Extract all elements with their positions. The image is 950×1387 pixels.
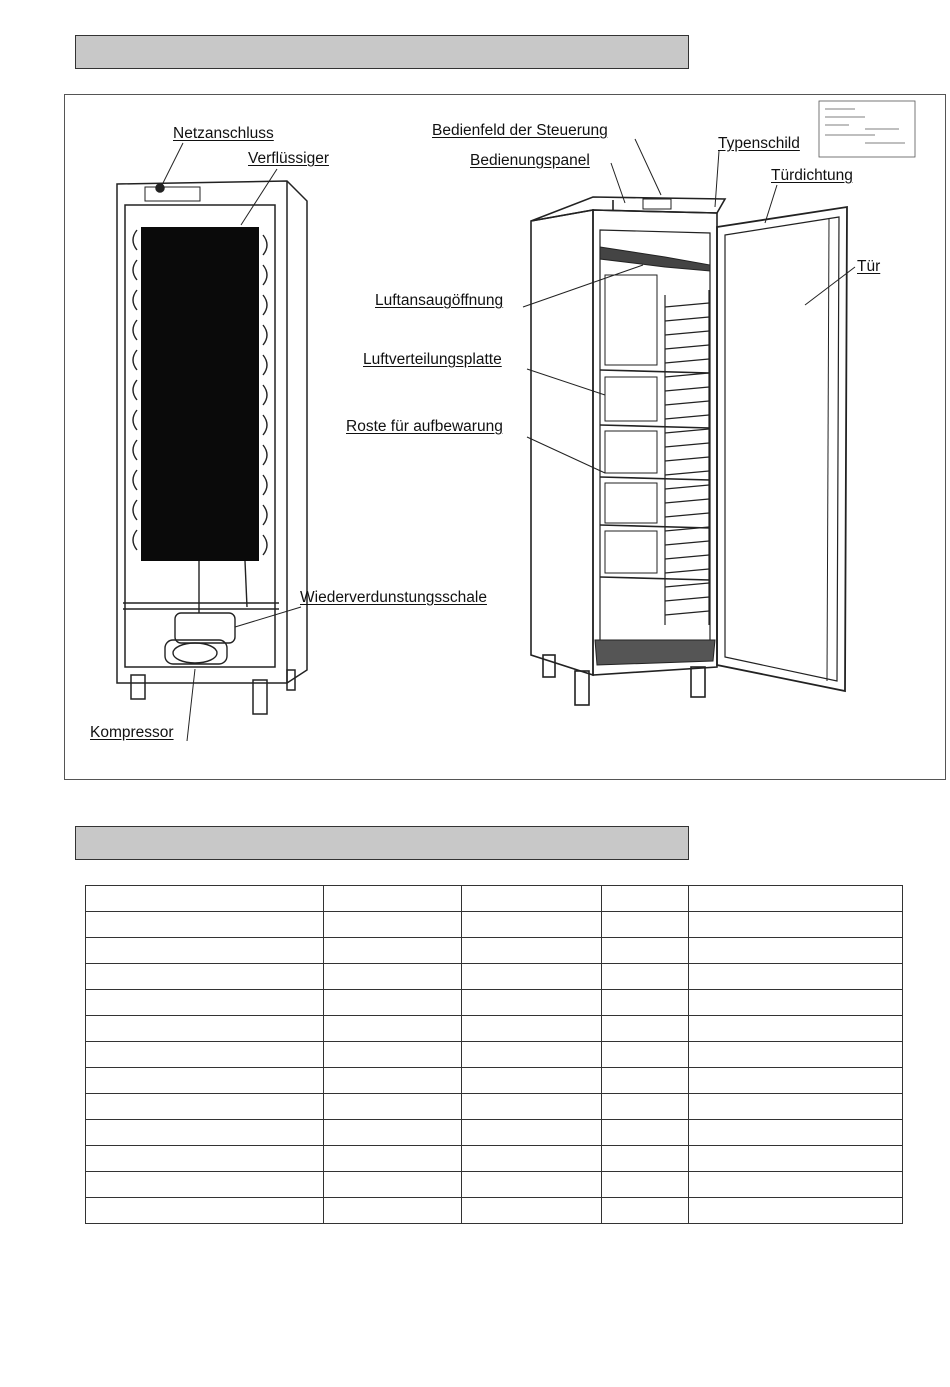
table-cell	[602, 1016, 689, 1042]
table-cell	[86, 1172, 324, 1198]
table-cell	[602, 1042, 689, 1068]
table-cell	[689, 1172, 903, 1198]
section-header-bar	[75, 826, 689, 860]
table-cell	[86, 1068, 324, 1094]
table-cell	[462, 1042, 602, 1068]
table-cell	[324, 938, 462, 964]
table-cell	[324, 1016, 462, 1042]
label-roste: Roste für aufbewarung	[346, 418, 503, 435]
table-cell	[689, 1146, 903, 1172]
table-cell	[462, 1172, 602, 1198]
table-cell	[324, 1042, 462, 1068]
table-cell	[462, 886, 602, 912]
table-cell	[324, 1198, 462, 1224]
table-cell	[602, 1172, 689, 1198]
table-cell	[86, 1146, 324, 1172]
table-cell	[86, 1120, 324, 1146]
label-kompressor: Kompressor	[90, 724, 174, 741]
door	[717, 207, 847, 691]
spec-table	[85, 885, 903, 1224]
table-cell	[689, 1068, 903, 1094]
table-cell	[324, 990, 462, 1016]
label-tuerdichtung: Türdichtung	[771, 167, 853, 184]
table-cell	[689, 938, 903, 964]
table-cell	[689, 1198, 903, 1224]
table-cell	[86, 938, 324, 964]
label-typenschild: Typenschild	[718, 135, 800, 152]
table-row	[86, 1172, 903, 1198]
table-row	[86, 1120, 903, 1146]
table-cell	[602, 964, 689, 990]
table-cell	[462, 912, 602, 938]
compressor-area	[123, 561, 279, 664]
table-cell	[86, 1016, 324, 1042]
table-row	[86, 1146, 903, 1172]
shelf-rails	[665, 290, 709, 625]
table-row	[86, 938, 903, 964]
table-row	[86, 1068, 903, 1094]
label-verfluessiger: Verflüssiger	[248, 150, 329, 167]
table-cell	[86, 990, 324, 1016]
table-cell	[602, 886, 689, 912]
table-row	[86, 964, 903, 990]
table-cell	[689, 1120, 903, 1146]
table-cell	[689, 912, 903, 938]
table-row	[86, 990, 903, 1016]
table-row	[86, 912, 903, 938]
table-cell	[462, 1146, 602, 1172]
label-netzanschluss: Netzanschluss	[173, 125, 274, 142]
table-cell	[602, 1146, 689, 1172]
table-cell	[324, 1172, 462, 1198]
table-row	[86, 1016, 903, 1042]
table-row	[86, 1094, 903, 1120]
table-cell	[689, 1042, 903, 1068]
table-cell	[689, 990, 903, 1016]
table-cell	[462, 1068, 602, 1094]
table-cell	[689, 1016, 903, 1042]
table-cell	[602, 990, 689, 1016]
table-cell	[86, 1198, 324, 1224]
label-bedienungspanel: Bedienungspanel	[470, 152, 590, 169]
section-header-bar	[75, 35, 689, 69]
table-cell	[462, 990, 602, 1016]
table-cell	[86, 964, 324, 990]
table-cell	[602, 1068, 689, 1094]
label-luftansaug: Luftansaugöffnung	[375, 292, 504, 309]
table-row	[86, 886, 903, 912]
refrigerator-drawing	[65, 95, 946, 780]
table-cell	[324, 1094, 462, 1120]
label-wiederverdunstung: Wiederverdunstungsschale	[300, 589, 487, 606]
table-cell	[689, 964, 903, 990]
table-cell	[689, 1094, 903, 1120]
table-cell	[462, 1016, 602, 1042]
rating-plate-graphic	[819, 101, 915, 157]
table-cell	[324, 1120, 462, 1146]
spec-table-body	[86, 886, 903, 1224]
table-cell	[602, 1120, 689, 1146]
table-cell	[324, 1068, 462, 1094]
table-cell	[462, 938, 602, 964]
label-luftverteilung: Luftverteilungsplatte	[363, 351, 502, 368]
table-cell	[324, 886, 462, 912]
table-cell	[602, 1094, 689, 1120]
table-cell	[462, 1120, 602, 1146]
table-cell	[689, 886, 903, 912]
table-cell	[324, 964, 462, 990]
table-row	[86, 1198, 903, 1224]
table-cell	[324, 1146, 462, 1172]
condenser-plate	[141, 227, 259, 561]
table-cell	[602, 912, 689, 938]
table-cell	[86, 912, 324, 938]
table-cell	[86, 886, 324, 912]
table-cell	[462, 1094, 602, 1120]
table-cell	[602, 938, 689, 964]
appliance-illustration	[64, 94, 946, 780]
label-bedienfeld: Bedienfeld der Steuerung	[432, 122, 608, 139]
table-cell	[462, 1198, 602, 1224]
table-cell	[602, 1198, 689, 1224]
table-cell	[462, 964, 602, 990]
table-row	[86, 1042, 903, 1068]
table-cell	[86, 1094, 324, 1120]
table-cell	[86, 1042, 324, 1068]
leader-lines	[161, 139, 855, 741]
front-view	[531, 197, 725, 705]
label-tuer: Tür	[857, 258, 881, 275]
table-cell	[324, 912, 462, 938]
